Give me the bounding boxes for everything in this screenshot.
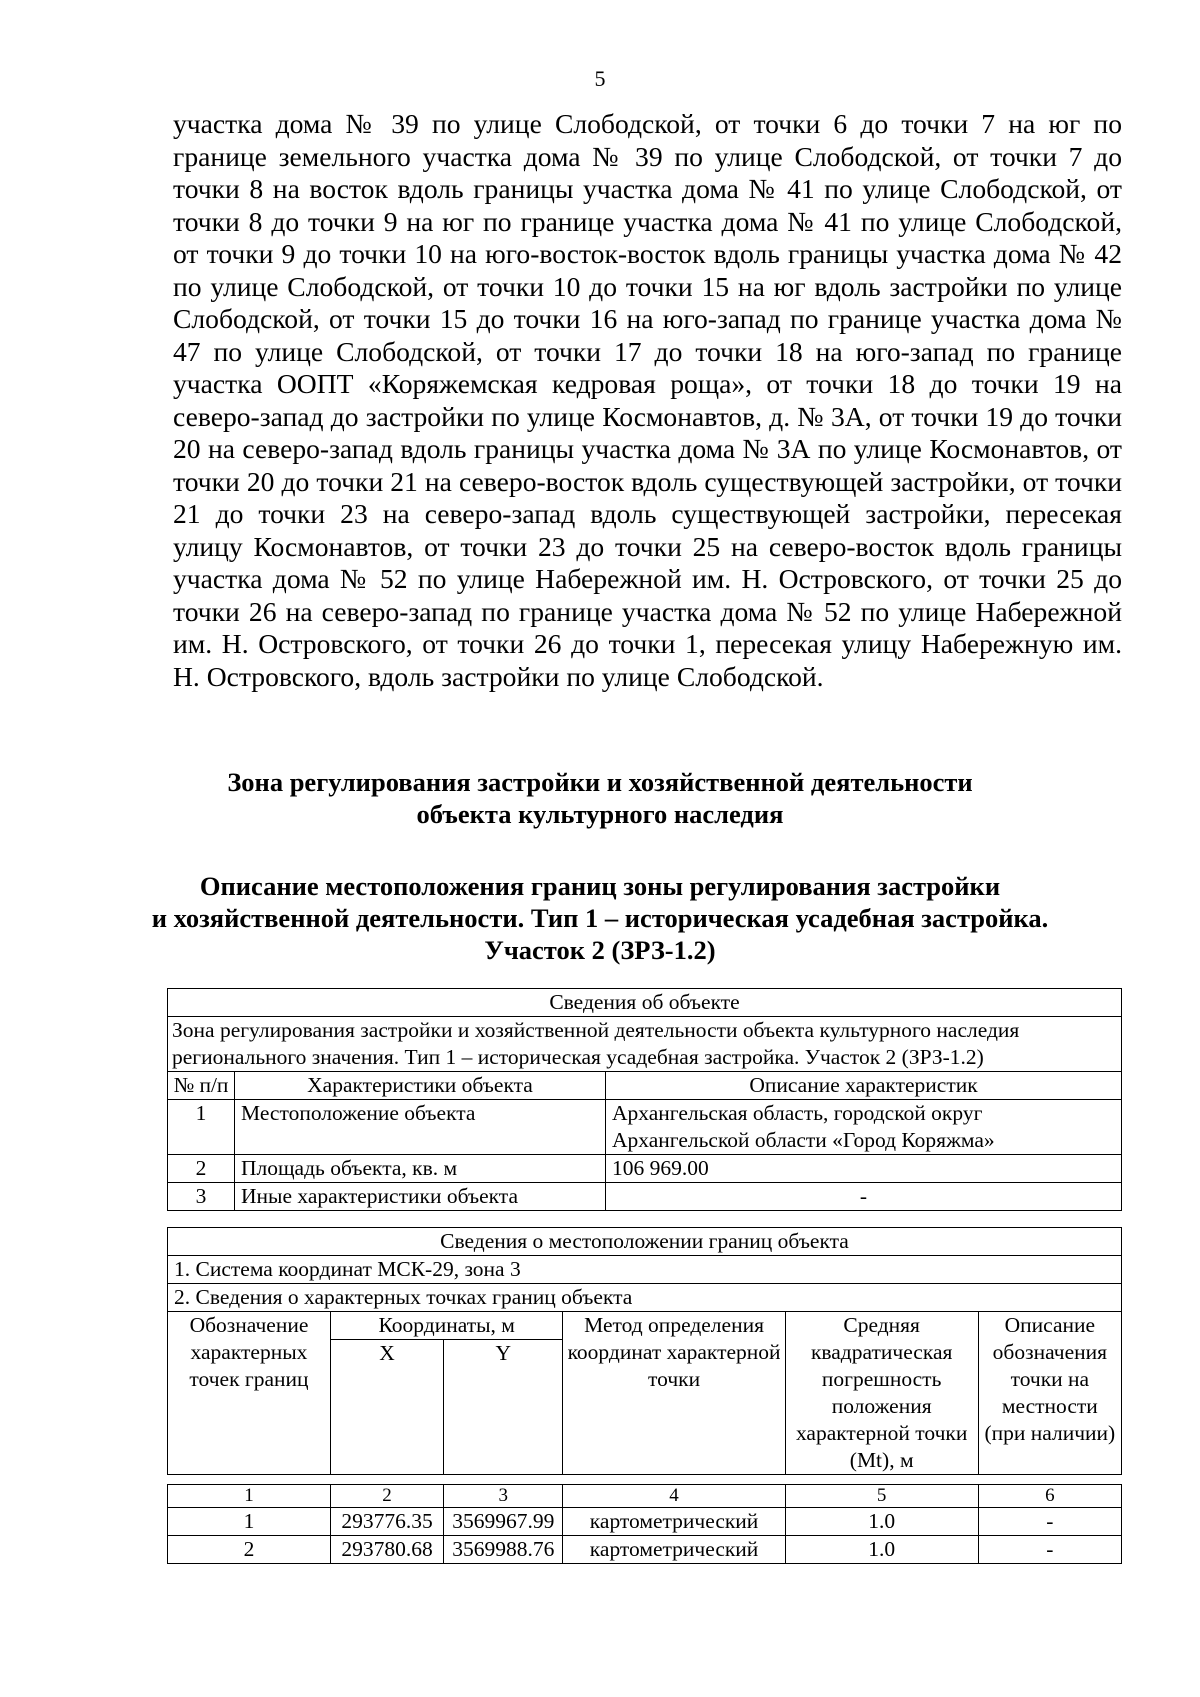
table-title: Сведения об объекте xyxy=(168,989,1122,1017)
object-description: Зона регулирования застройки и хозяйственной деятельности объекта культурного наследия регионального значения. Тип 1 – историческая усадебная застройка. Участок 2 (ЗРЗ-1.2) xyxy=(168,1017,1122,1072)
body-paragraph: участка дома № 39 по улице Слободской, от точки 6 до точки 7 на юг по границе земельного участка дома № 39 по улице Слободской, от точки 7 до точки 8 на восток вдоль границы участка дома № 41 по улице Слободской, от точки 8 до точки 9 на юг по границе участка дома № 41 по улице Слободской, от точки 9 до точки 10 на юго-восток-восток вдоль границы участка дома № 42 по улице Слободской, от точки 10 до точки 15 на юг вдоль застройки по улице Слободской, от точки 15 до точки 16 на юго-запад по границе участка дома № 47 по улице Слободской, от точки 17 до точки 18 на юго-запад по границе участка ООПТ «Коряжемская кедровая роща», от точки 18 до точки 19 на северо-запад до застройки по улице Космонавтов, д. № 3А, от точки 19 до точки 20 на северо-запад вдоль границы участка дома № 3А по улице Космонавтов, от точки 20 до точки 21 на северо-восток вдоль существующей застройки, от точки 21 до точки 23 на северо-запад вдоль существующей застройки, пересекая улицу Космонавтов, от точки 23 до точки 25 на северо-восток вдоль границы участка дома № 52 по улице Набережной им. Н. Островского, от точки 25 до точки 26 на северо-запад по границе участка дома № 52 по улице Набережной им. Н. Островского, от точки 26 до точки 1, пересекая улицу Набережную им. Н. Островского, вдоль застройки по улице Слободской. xyxy=(173,108,1122,692)
header-x: X xyxy=(330,1340,443,1475)
table-title: Сведения о местоположении границ объекта xyxy=(168,1228,1122,1256)
subsection-heading-line: Описание местоположения границ зоны регулирования застройки xyxy=(199,871,1001,901)
subsection-heading-line: и хозяйственной деятельности. Тип 1 – историческая усадебная застройка. xyxy=(151,903,1049,933)
cell-name: Иные характеристики объекта xyxy=(235,1183,606,1211)
cell-y: 3569988.76 xyxy=(444,1536,563,1564)
column-number: 2 xyxy=(330,1485,443,1508)
column-number: 3 xyxy=(444,1485,563,1508)
cell-value: - xyxy=(606,1183,1122,1211)
section-heading-line: объекта культурного наследия xyxy=(416,799,784,829)
cell-value: 106 969.00 xyxy=(606,1155,1122,1183)
cell-desc: - xyxy=(978,1536,1121,1564)
boundary-points-table xyxy=(167,1484,1122,1564)
header-error: Средняя квадратическая погрешность положения характерной точки (Mt), м xyxy=(785,1312,978,1475)
table-row xyxy=(168,1100,1122,1155)
column-header: № п/п xyxy=(168,1072,235,1100)
cell-x: 293776.35 xyxy=(330,1508,443,1536)
cell-name: Местоположение объекта xyxy=(235,1100,606,1155)
cell-y: 3569967.99 xyxy=(444,1508,563,1536)
column-number: 5 xyxy=(785,1485,978,1508)
cell-name: Площадь объекта, кв. м xyxy=(235,1155,606,1183)
cell-num: 1 xyxy=(168,1100,235,1155)
boundary-info-table xyxy=(167,1227,1122,1475)
subsection-heading-line: Участок 2 (ЗРЗ-1.2) xyxy=(484,935,716,965)
cell-value: Архангельская область, городской округ Архангельской области «Город Коряжма» xyxy=(606,1100,1122,1155)
table-row xyxy=(168,1536,1122,1564)
column-header: Характеристики объекта xyxy=(235,1072,606,1100)
table-row xyxy=(168,1183,1122,1211)
cell-num: 3 xyxy=(168,1183,235,1211)
cell-method: картометрический xyxy=(563,1536,785,1564)
cell-method: картометрический xyxy=(563,1508,785,1536)
cell-point: 1 xyxy=(168,1508,331,1536)
header-description: Описание обозначения точки на местности (при наличии) xyxy=(978,1312,1121,1475)
page-number: 5 xyxy=(594,66,606,91)
subsection-heading xyxy=(0,870,1200,966)
cell-error: 1.0 xyxy=(785,1536,978,1564)
section-heading-line: Зона регулирования застройки и хозяйственной деятельности xyxy=(227,767,973,797)
coordinate-system: 1. Система координат МСК-29, зона 3 xyxy=(168,1256,1122,1284)
cell-num: 2 xyxy=(168,1155,235,1183)
column-number: 1 xyxy=(168,1485,331,1508)
column-number: 4 xyxy=(563,1485,785,1508)
header-y: Y xyxy=(444,1340,563,1475)
header-coords: Координаты, м xyxy=(330,1312,563,1340)
cell-error: 1.0 xyxy=(785,1508,978,1536)
points-title: 2. Сведения о характерных точках границ объекта xyxy=(168,1284,1122,1312)
section-heading xyxy=(0,766,1200,830)
column-header: Описание характеристик xyxy=(606,1072,1122,1100)
table-row xyxy=(168,1155,1122,1183)
table-row xyxy=(168,1508,1122,1536)
object-info-table xyxy=(167,988,1122,1211)
header-designation: Обозначение характерных точек границ xyxy=(168,1312,331,1475)
cell-desc: - xyxy=(978,1508,1121,1536)
cell-point: 2 xyxy=(168,1536,331,1564)
cell-x: 293780.68 xyxy=(330,1536,443,1564)
column-number: 6 xyxy=(978,1485,1121,1508)
header-method: Метод определения координат характерной точки xyxy=(563,1312,785,1475)
